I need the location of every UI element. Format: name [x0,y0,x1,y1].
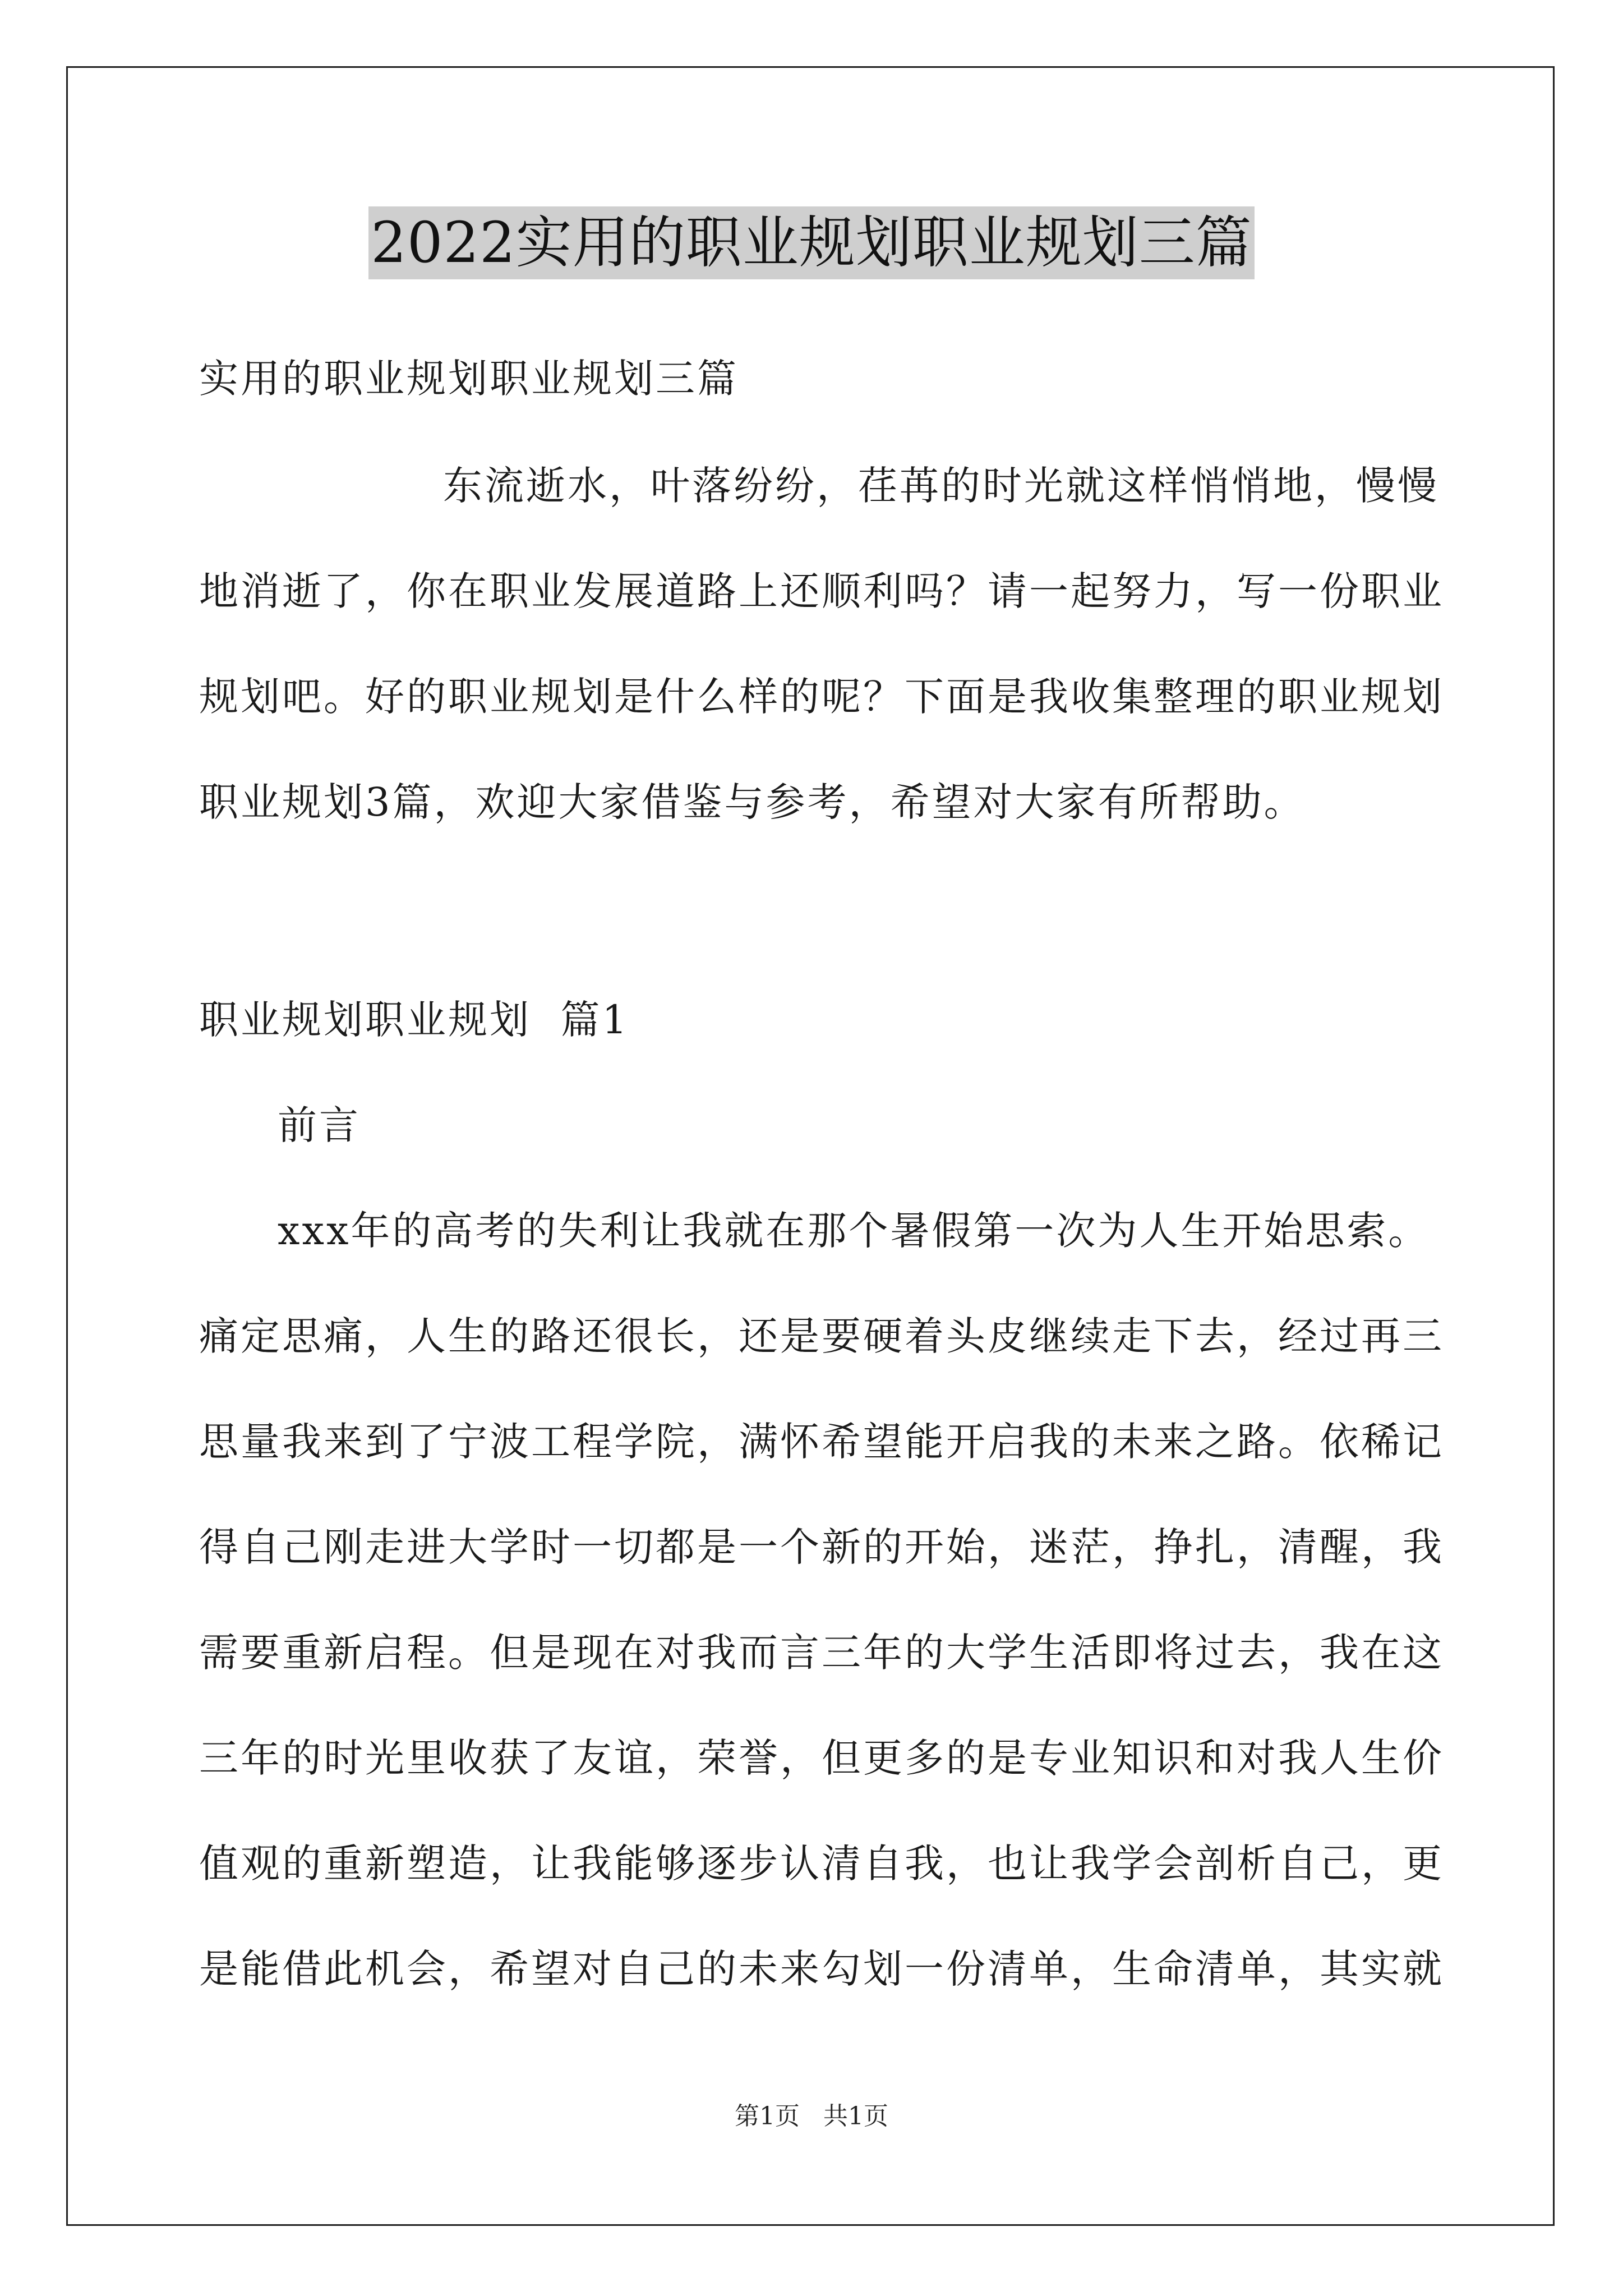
intro-line-1: 东流逝水，叶落纷纷，荏苒的时光就这样悄悄地，慢慢 [443,463,1439,509]
document-title: 2022实用的职业规划职业规划三篇 [368,206,1255,279]
section-heading: 职业规划职业规划 篇1 [199,997,630,1043]
intro-line-3: 规划吧。好的职业规划是什么样的呢？下面是我收集整理的职业规划 [199,674,1444,720]
body-line-7: 值观的重新塑造，让我能够逐步认清自我，也让我学会剖析自己，更 [199,1841,1444,1887]
page-number: 第1页 共1页 [735,2102,888,2131]
body-line-5: 需要重新启程。但是现在对我而言三年的大学生活即将过去，我在这 [199,1630,1444,1676]
intro-line-2: 地消逝了，你在职业发展道路上还顺利吗？请一起努力，写一份职业 [199,568,1444,614]
document-subtitle: 实用的职业规划职业规划三篇 [199,356,739,402]
intro-line-4: 职业规划3篇，欢迎大家借鉴与参考，希望对大家有所帮助。 [199,779,1306,825]
title-container [0,206,1623,279]
body-line-6: 三年的时光里收获了友谊，荣誉，但更多的是专业知识和对我人生价 [199,1735,1444,1781]
body-line-4: 得自己刚走进大学时一切都是一个新的开始，迷茫，挣扎，清醒，我 [199,1524,1444,1570]
page-footer [0,2101,1623,2132]
body-line-2: 痛定思痛，人生的路还很长，还是要硬着头皮继续走下去，经过再三 [199,1313,1444,1359]
body-line-1: xxx年的高考的失利让我就在那个暑假第一次为人生开始思索。 [278,1208,1430,1254]
body-line-3: 思量我来到了宁波工程学院，满怀希望能开启我的未来之路。依稀记 [199,1419,1444,1465]
preface-heading: 前言 [278,1102,361,1148]
body-line-8: 是能借此机会，希望对自己的未来勾划一份清单，生命清单，其实就 [199,1946,1444,1992]
